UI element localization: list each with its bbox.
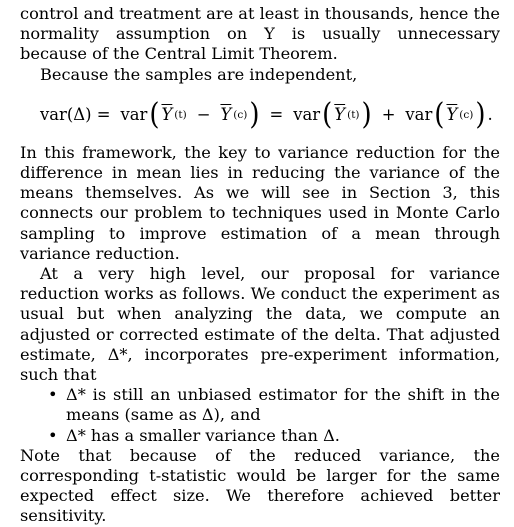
sup-treatment-2: (t) bbox=[347, 108, 360, 121]
ybar-control-2: $\overline{Y}$ bbox=[446, 104, 458, 124]
equation-var-3: var bbox=[405, 104, 433, 124]
bullet-text-2: Δ* has a smaller variance than Δ. bbox=[66, 425, 340, 445]
properties-list bbox=[20, 385, 500, 446]
equation-var-1: var bbox=[120, 104, 148, 124]
equation-period: . bbox=[487, 104, 493, 124]
paper-page bbox=[20, 4, 500, 527]
sup-control: (c) bbox=[233, 108, 248, 121]
equals-sign-2: = bbox=[269, 104, 284, 124]
framework-paragraph: In this framework, the key to variance reduction for the difference in mean lies in reducing the variance of the means themselves. As we will see in Section 3, this connects our problem to techniques used in Monte Carlo sampling to improve estimation of a mean through variance reduction. bbox=[20, 142, 500, 263]
minus-sign: − bbox=[196, 104, 211, 124]
bullet-icon: • bbox=[48, 425, 58, 445]
sup-treatment: (t) bbox=[174, 108, 187, 121]
intro-line-3: of the Central Limit Theorem. bbox=[92, 44, 338, 64]
intro-paragraph bbox=[20, 4, 500, 65]
paren-close-3: ) bbox=[475, 97, 486, 133]
paren-close-2: ) bbox=[361, 97, 372, 133]
bullet-text-1: Δ* is still an unbiased estimator for the shift in the means (same as Δ), and bbox=[66, 385, 500, 425]
plus-sign: + bbox=[381, 104, 396, 124]
paren-open-3: ( bbox=[434, 97, 445, 133]
list-item bbox=[20, 385, 500, 425]
proposal-paragraph: At a very high level, our proposal for variance reduction works as follows. We conduct the experiment as usual but when analyzing the data, we compute an adjusted or corrected estimate of the delta. That adjusted estimate, Δ*, incorporates pre-experiment information, such that bbox=[20, 264, 500, 385]
intro-line-1: control and treatment are at least in thousands, hence the bbox=[20, 4, 500, 23]
paren-open-2: ( bbox=[322, 97, 333, 133]
samples-sentence: Because the samples are independent, bbox=[40, 64, 358, 84]
ybar-treatment: $\overline{Y}$ bbox=[161, 104, 173, 124]
conclusion-paragraph: Note that because of the reduced variance, the corresponding t-statistic would be larger for the same expected effect size. We therefore achieved better sensitivity. bbox=[20, 445, 500, 526]
equation-var-2: var bbox=[293, 104, 321, 124]
paren-open-1: ( bbox=[149, 97, 160, 133]
paren-close-1: ) bbox=[249, 97, 260, 133]
variance-equation bbox=[20, 85, 500, 143]
bullet-icon: • bbox=[48, 385, 58, 405]
ybar-treatment-2: $\overline{Y}$ bbox=[334, 104, 346, 124]
sup-control-2: (c) bbox=[459, 108, 474, 121]
intro-line-2: normality assumption on Y is usually unnecessary because bbox=[20, 24, 500, 64]
list-item bbox=[20, 426, 500, 446]
ybar-control: $\overline{Y}$ bbox=[220, 104, 232, 124]
equation-lhs: var(Δ) = bbox=[40, 104, 111, 124]
